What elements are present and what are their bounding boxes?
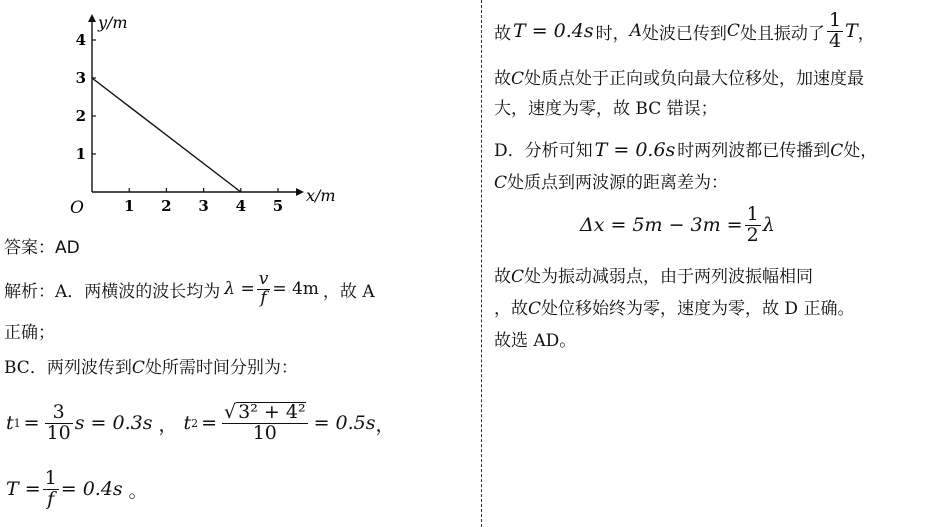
r-d1c: 处， <box>843 141 878 161</box>
T-rhs: = 0.4s <box>60 478 123 500</box>
x-tick-label: 4 <box>235 197 247 215</box>
answer-label: 答案： <box>4 238 55 258</box>
r-l2b: 处质点处于正向或负向最大位移处，加速度最 <box>524 69 865 89</box>
r-d4-C: C <box>528 299 542 319</box>
r-l1e: ， <box>857 23 875 44</box>
r-d1a: D．分析可知 <box>494 141 593 161</box>
r-d3b: 处为振动减弱点，由于两列波振幅相同 <box>524 267 814 287</box>
r-l1-C: C <box>726 21 740 41</box>
r-line1 <box>494 6 875 56</box>
t-times-line <box>6 392 395 454</box>
t1-num: 3 <box>52 400 65 423</box>
r-eq-lhs: Δx = 5m − 3m = <box>580 214 743 236</box>
line-graph <box>0 0 360 240</box>
t1-fraction <box>45 400 73 444</box>
r-d1b: 时两列波都已传播到 <box>677 141 831 161</box>
r-l2-C: C <box>511 69 525 89</box>
r-line3: 大，速度为零，故 BC 错误； <box>494 99 718 119</box>
bc-rest: 处所需时间分别为： <box>144 358 298 378</box>
r-d-line5: 故选 AD。 <box>494 331 577 351</box>
t1-eq: = <box>23 412 40 434</box>
analysis-a-line <box>4 266 375 312</box>
bc-c: C <box>131 358 145 378</box>
r-eq-lambda: λ <box>762 214 775 236</box>
t1-den: 10 <box>46 421 71 444</box>
t1-sub: 1 <box>13 416 21 430</box>
a-frac-den: f <box>257 289 271 308</box>
T-lhs: T = <box>6 478 41 500</box>
r-d1-C: C <box>830 141 844 161</box>
r-line2 <box>494 64 864 89</box>
a-text: A．两横波的波长均为 <box>55 281 221 302</box>
a-frac-num: v <box>258 268 269 289</box>
r-d2-C: C <box>494 173 508 193</box>
r-l1-A: A <box>629 21 642 41</box>
r-l2a: 故 <box>494 69 511 89</box>
column-divider <box>481 0 482 527</box>
answer-value: AD <box>55 238 80 258</box>
r-l1b: 时， <box>595 23 630 44</box>
t2-num: √ 3² + 4² <box>224 401 306 424</box>
a-tail: ，故 A <box>322 281 375 302</box>
r-l1-T: T = 0.4s <box>513 20 594 42</box>
t2-rhs: = 0.5s <box>313 412 376 434</box>
y-tick-label: 1 <box>75 145 86 163</box>
T-den: f <box>43 489 59 510</box>
x-tick-label: 2 <box>161 197 172 215</box>
t2-sqrt: 3² + 4² <box>238 401 306 424</box>
t2-fraction <box>222 402 308 444</box>
r-d3-C: C <box>511 267 525 287</box>
y-axis-arrow <box>88 14 96 22</box>
y-tick-label: 3 <box>75 69 86 87</box>
r-eq-num: 1 <box>746 202 759 225</box>
x-tick-label: 5 <box>272 197 284 215</box>
t2-sub: 2 <box>191 416 199 430</box>
origin-label: O <box>70 198 84 218</box>
series-line <box>92 78 241 192</box>
r-d4a: ，故 <box>494 299 528 319</box>
t2-tail: ， <box>375 413 395 436</box>
t2-den: 10 <box>222 423 308 444</box>
r-l1-fraction <box>827 8 843 52</box>
t-sep: ， <box>158 413 178 436</box>
r-d3a: 故 <box>494 267 511 287</box>
r-l1a: 故 <box>494 23 511 44</box>
T-line <box>6 458 148 520</box>
t1-rhs: s = 0.3s <box>74 412 153 434</box>
t1-lhs: t <box>6 412 14 434</box>
r-d1-T: T = 0.6s <box>594 139 676 161</box>
r-l1d: 处且振动了 <box>739 23 825 44</box>
r-d4b: 处位移始终为零，速度为零，故 D 正确。 <box>541 299 855 319</box>
r-l1-T2: T <box>845 20 858 42</box>
a-formula-lhs: λ = <box>224 279 255 299</box>
y-axis-label: y/m <box>98 13 128 32</box>
x-axis-label: x/m <box>306 186 336 205</box>
a-correct: 正确； <box>4 323 55 343</box>
r-l1-num: 1 <box>828 8 842 31</box>
a-formula-rhs: = 4m <box>272 279 319 299</box>
r-eq-fraction <box>745 202 761 246</box>
r-d2: 处质点到两波源的距离差为： <box>507 173 729 193</box>
r-d-line4 <box>494 294 854 319</box>
a-fraction <box>257 268 271 308</box>
r-l1c: 处波已传到 <box>641 23 727 44</box>
r-d-line3 <box>494 262 813 287</box>
x-tick-label: 1 <box>123 197 135 215</box>
T-tail: 。 <box>128 479 148 502</box>
r-equation <box>580 196 775 254</box>
r-eq-den: 2 <box>746 223 759 246</box>
analysis-label: 解析： <box>4 281 55 302</box>
T-fraction <box>43 466 59 510</box>
r-d-line2 <box>494 168 728 193</box>
y-tick-label: 2 <box>75 107 86 125</box>
t2-lhs: t <box>183 412 192 434</box>
r-l1-den: 4 <box>828 29 842 52</box>
x-tick-label: 3 <box>198 197 209 215</box>
answer-line <box>4 233 80 258</box>
t2-eq: = <box>201 412 218 434</box>
y-tick-label: 4 <box>75 31 86 49</box>
bc-text: BC．两列波传到 <box>4 358 132 378</box>
T-num: 1 <box>44 466 57 489</box>
x-axis-arrow <box>296 188 304 196</box>
r-d-line1 <box>494 136 877 161</box>
bc-line <box>4 353 298 378</box>
